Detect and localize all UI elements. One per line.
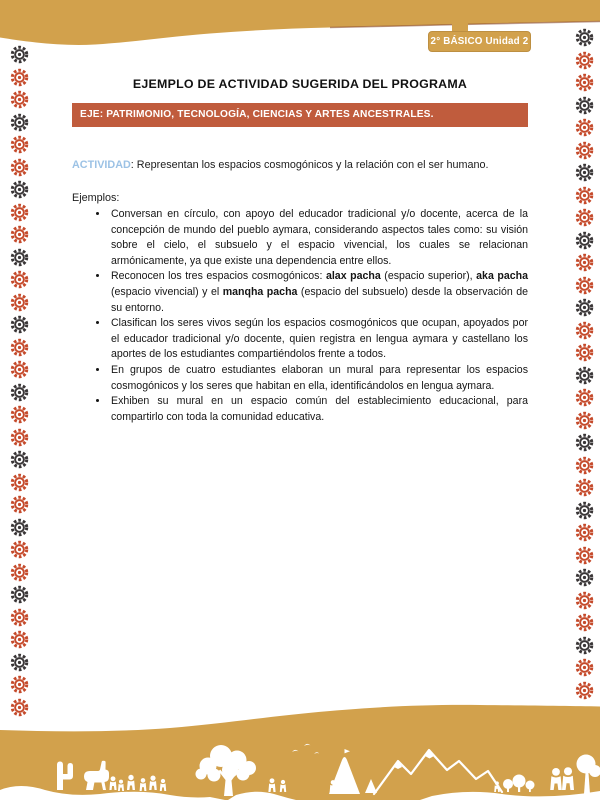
- rosette-icon: [575, 163, 594, 182]
- rosette-icon: [575, 523, 594, 542]
- rosette-icon: [10, 68, 29, 87]
- rosette-icon: [575, 208, 594, 227]
- rosette-icon: [10, 338, 29, 357]
- rosette-icon: [575, 456, 594, 475]
- rosette-icon: [575, 681, 594, 700]
- rosette-icon: [10, 383, 29, 402]
- rosette-icon: [10, 675, 29, 694]
- rosette-icon: [10, 585, 29, 604]
- unit-badge: 2° BÁSICO Unidad 2: [428, 31, 531, 52]
- rosette-icon: [575, 118, 594, 137]
- rosette-icon: [10, 540, 29, 559]
- bullet-item: • En grupos de cuatro estudiantes elaboran un mural para representar los espacios cosmogónicos y los seres que habitan en ella, identificándolos en lengua aymara.: [109, 363, 528, 394]
- rosette-icon: [575, 28, 594, 47]
- rosette-icon: [575, 568, 594, 587]
- rosette-icon: [10, 450, 29, 469]
- examples-heading: Ejemplos:: [72, 192, 120, 204]
- eje-banner: EJE: PATRIMONIO, TECNOLOGÍA, CIENCIAS Y ARTES ANCESTRALES.: [72, 103, 528, 127]
- rosette-icon: [10, 113, 29, 132]
- rosette-icon: [10, 225, 29, 244]
- rosette-icon: [10, 203, 29, 222]
- rosette-icon: [10, 563, 29, 582]
- rosette-icon: [575, 388, 594, 407]
- rosette-icon: [575, 501, 594, 520]
- rosette-icon: [10, 45, 29, 64]
- activity-separator: :: [130, 159, 137, 171]
- bullet-item: • Clasifican los seres vivos según los espacios cosmogónicos que ocupan, apoyados por el educador tradicional y/o docente, quien registra en lengua aymara y castellano los aportes de los estudiantes compartiéndolos frente a todos.: [109, 316, 528, 363]
- rosette-icon: [575, 96, 594, 115]
- activity-label: ACTIVIDAD: [72, 159, 131, 171]
- rosette-icon: [10, 293, 29, 312]
- footer-landscape-illustration: [0, 704, 600, 800]
- rosette-icon: [575, 298, 594, 317]
- rosette-icon: [575, 276, 594, 295]
- rosette-icon: [575, 613, 594, 632]
- rosette-icon: [575, 51, 594, 70]
- rosette-icon: [575, 73, 594, 92]
- page-title: EJEMPLO DE ACTIVIDAD SUGERIDA DEL PROGRAMA: [132, 77, 468, 91]
- rosette-icon: [10, 518, 29, 537]
- rosette-icon: [575, 186, 594, 205]
- rosette-icon: [10, 608, 29, 627]
- rosette-icon: [575, 366, 594, 385]
- right-border-pattern: [575, 28, 594, 700]
- rosette-icon: [575, 231, 594, 250]
- rosette-icon: [575, 321, 594, 340]
- rosette-icon: [10, 495, 29, 514]
- rosette-icon: [10, 248, 29, 267]
- rosette-icon: [10, 653, 29, 672]
- rosette-icon: [10, 473, 29, 492]
- rosette-icon: [10, 90, 29, 109]
- bullet-item: • Reconocen los tres espacios cosmogónicos: alax pacha (espacio superior), aka pacha (espacio vivencial) y el manqha pacha (espacio del subsuelo) desde la observación de su entorno.: [109, 269, 528, 316]
- rosette-icon: [10, 270, 29, 289]
- rosette-icon: [575, 253, 594, 272]
- bullet-item: • Conversan en círculo, con apoyo del educador tradicional y/o docente, acerca de la concepción de mundo del pueblo aymara, considerando aspectos tales como: su visión sobre el cielo, el subsuelo y el espacio vivencial, los cuales se relacionan armónicamente, ya que existe una dependencia entre ellos.: [109, 207, 528, 269]
- rosette-icon: [575, 433, 594, 452]
- bullet-item: • Exhiben su mural en un espacio común del establecimiento educacional, para compartirlo con toda la comunidad educativa.: [109, 394, 528, 425]
- rosette-icon: [10, 630, 29, 649]
- activity-line: [72, 158, 528, 173]
- rosette-icon: [575, 546, 594, 565]
- rosette-icon: [10, 360, 29, 379]
- rosette-icon: [10, 428, 29, 447]
- example-list: [72, 207, 528, 425]
- rosette-icon: [10, 405, 29, 424]
- rosette-icon: [575, 411, 594, 430]
- rosette-icon: [575, 141, 594, 160]
- rosette-icon: [10, 180, 29, 199]
- rosette-icon: [10, 158, 29, 177]
- rosette-icon: [575, 343, 594, 362]
- activity-text: Representan los espacios cosmogónicos y la relación con el ser humano.: [136, 159, 489, 171]
- rosette-icon: [575, 658, 594, 677]
- rosette-icon: [575, 478, 594, 497]
- left-border-pattern: [10, 45, 29, 717]
- rosette-icon: [575, 636, 594, 655]
- document-body: [72, 0, 528, 425]
- rosette-icon: [10, 315, 29, 334]
- rosette-icon: [575, 591, 594, 610]
- rosette-icon: [10, 135, 29, 154]
